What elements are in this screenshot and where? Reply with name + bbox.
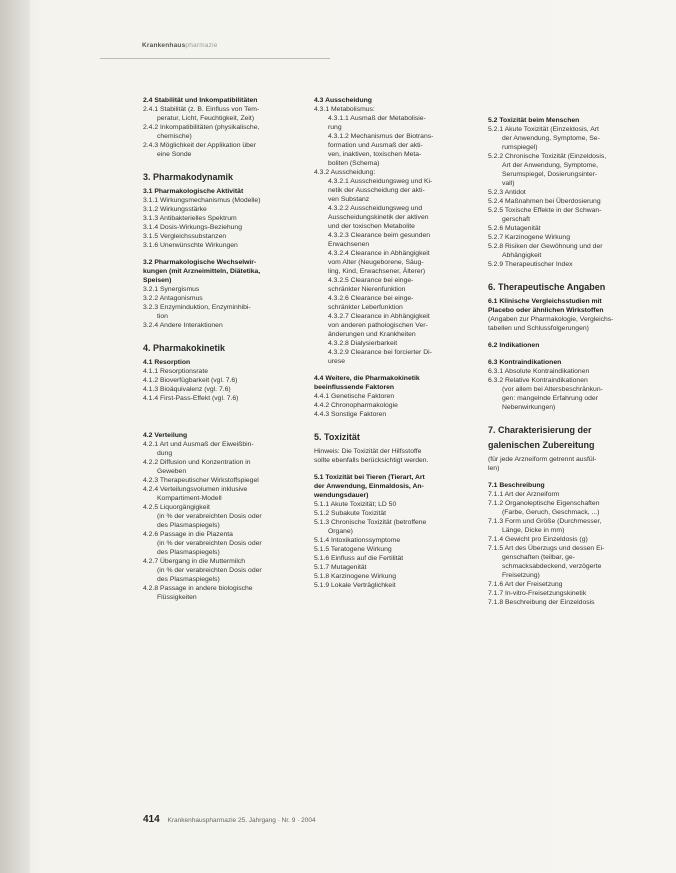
outline-item: 2.4.2 Inkompatibilitäten (physikalische,	[143, 124, 260, 131]
section-heading: 4. Pharmakokinetik	[143, 343, 226, 353]
outline-item: 4.3.2.4 Clearance in Abhängigkeit	[328, 250, 430, 257]
outline-item: 4.3.2.7 Clearance in Abhängigkeit	[328, 313, 430, 320]
outline-item: 3.1.3 Antibakterielles Spektrum	[143, 215, 237, 222]
subsection-heading: 4.3 Ausscheidung	[314, 97, 372, 104]
spacer	[488, 333, 666, 341]
outline-item: (Angaben zur Pharmakologie, Vergleichs-	[488, 316, 614, 323]
outline-item: der Anwendung, Symptome, Se-	[502, 135, 600, 142]
outline-item: ven Substanz	[328, 196, 370, 203]
spacer	[143, 403, 305, 431]
outline-item: (für jede Arzneiform getrennt ausfül-	[488, 456, 597, 463]
outline-item: 5.1.9 Lokale Verträglichkeit	[314, 582, 396, 589]
outline-item: eine Sonde	[157, 151, 192, 158]
outline-item: Serumspiegel, Dosierungsinter-	[502, 171, 598, 178]
outline-item: änderungen und Krankheiten	[328, 331, 416, 338]
outline-item: 4.1.1 Resorptionsrate	[143, 368, 208, 375]
outline-item: (in % der verabreichten Dosis oder	[157, 513, 262, 520]
spacer	[143, 159, 305, 172]
outline-item: 4.3.1.1 Ausmaß der Metabolisie-	[328, 115, 426, 122]
outline-item: 4.2.8 Passage in andere biologische	[143, 585, 253, 592]
outline-item: 5.2.2 Chronische Toxizität (Einzeldosis,	[488, 153, 607, 160]
spacer	[488, 350, 666, 358]
outline-item: (in % der verabreichten Dosis oder	[157, 567, 262, 574]
header-rule	[100, 58, 330, 59]
outline-item: 4.3.1 Metabolismus:	[314, 106, 375, 113]
spacer	[488, 412, 666, 425]
outline-item: 6.3.2 Relative Kontraindikationen	[488, 377, 588, 384]
outline-item: 7.1.5 Art des Überzugs und dessen Ei-	[488, 545, 605, 552]
outline-item: Ausscheidungskinetik der aktiven	[328, 214, 429, 221]
outline-item: Länge, Dicke in mm)	[502, 527, 565, 534]
outline-item: 7.1.8 Beschreibung der Einzeldosis	[488, 599, 595, 606]
outline-item: dung	[157, 450, 173, 457]
subsection-heading: 6.3 Kontraindikationen	[488, 359, 562, 366]
outline-item: 3.1.2 Wirkungsstärke	[143, 206, 207, 213]
outline-item: 5.2.3 Antidot	[488, 189, 526, 196]
outline-item: des Plasmaspiegels)	[157, 576, 220, 583]
section-heading: 3. Pharmakodynamik	[143, 172, 234, 182]
outline-item: von anderen pathologischen Ver-	[328, 322, 428, 329]
section-heading: 6. Therapeutische Angaben	[488, 282, 606, 292]
outline-item: des Plasmaspiegels)	[157, 522, 220, 529]
subsection-heading: beeinflussende Faktoren	[314, 384, 395, 391]
spacer	[314, 366, 480, 374]
outline-item: 5.2.6 Mutagenität	[488, 225, 541, 232]
subsection-heading: 4.1 Resorption	[143, 359, 191, 366]
outline-item: 3.2.4 Andere Interaktionen	[143, 322, 223, 329]
subsection-heading: wendungsdauer)	[314, 492, 369, 499]
outline-item: 4.2.6 Passage in die Plazenta	[143, 531, 233, 538]
subsection-heading: 3.1 Pharmakologische Aktivität	[143, 188, 244, 195]
outline-item: 4.3.2.2 Ausscheidungsweg und	[328, 205, 423, 212]
outline-item: Erwachsenen	[328, 241, 370, 248]
outline-item: (Farbe, Geruch, Geschmack, ...)	[502, 509, 600, 516]
running-header	[142, 42, 218, 49]
outline-item: genschaften (teilbar, ge-	[502, 554, 575, 561]
outline-item: 7.1.6 Art der Freisetzung	[488, 581, 563, 588]
outline-item: Geweben	[157, 468, 187, 475]
outline-item: tion	[157, 313, 168, 320]
outline-item: 4.2.4 Verteilungsvolumen inklusive	[143, 486, 248, 493]
subsection-heading: 2.4 Stabilität und Inkompatibilitäten	[143, 97, 258, 104]
outline-item: 6.3.1 Absolute Kontraindikationen	[488, 368, 590, 375]
outline-item: 5.2.7 Karzinogene Wirkung	[488, 234, 570, 241]
column-right	[488, 96, 666, 607]
header-journal-suffix: pharmazie	[185, 42, 218, 49]
outline-item: 4.3.1.2 Mechanismus der Biotrans-	[328, 133, 434, 140]
outline-item: vall)	[502, 180, 515, 187]
spacer	[143, 330, 305, 343]
footer-citation: Krankenhauspharmazie 25. Jahrgang · Nr. 9 · 2004	[167, 817, 316, 824]
outline-item: 4.2.5 Liquorgängigkeit	[143, 504, 210, 511]
subsection-heading: 6.1 Klinische Vergleichsstudien mit	[488, 298, 602, 305]
outline-item: des Plasmaspiegels)	[157, 549, 220, 556]
outline-item: (vor allem bei Altersbeschränkun-	[502, 386, 603, 393]
outline-item: 5.1.3 Chronische Toxizität (betroffene	[314, 519, 427, 526]
outline-item: 4.2.2 Diffusion und Konzentration in	[143, 459, 251, 466]
outline-item: 7.1.7 In-vitro-Freisetzungskinetik	[488, 590, 587, 597]
outline-item: schmacksabdeckend, verzögerte	[502, 563, 602, 570]
spacer	[143, 250, 305, 258]
outline-item: 4.1.2 Bioverfügbarkeit (vgl. 7.6)	[143, 377, 238, 384]
outline-item: boliten (Schema)	[328, 160, 380, 167]
outline-item: urese	[328, 358, 346, 365]
outline-item: Organe)	[328, 528, 353, 535]
outline-item: 3.1.6 Unerwünschte Wirkungen	[143, 242, 238, 249]
outline-item: 2.4.1 Stabilität (z. B. Einfluss von Tem-	[143, 106, 260, 113]
subsection-heading: 7.1 Beschreibung	[488, 482, 545, 489]
outline-item: peratur, Licht, Feuchtigkeit, Zeit)	[157, 115, 255, 122]
outline-item: 4.4.1 Genetische Faktoren	[314, 393, 395, 400]
outline-item: 4.3.2.9 Clearance bei forcierter Di-	[328, 349, 432, 356]
outline-item: 5.2.8 Risiken der Gewöhnung und der	[488, 243, 603, 250]
outline-item: 4.2.3 Therapeutischer Wirkstoffspiegel	[143, 477, 259, 484]
outline-item: 4.3.2.1 Ausscheidungsweg und Ki-	[328, 178, 433, 185]
outline-item: 4.3.2.3 Clearance beim gesunden	[328, 232, 431, 239]
outline-item: 7.1.2 Organoleptische Eigenschaften	[488, 500, 600, 507]
outline-item: Abhängigkeit	[502, 252, 542, 259]
outline-item: 5.1.2 Subakute Toxizität	[314, 510, 387, 517]
outline-item: gerschaft	[502, 216, 530, 223]
outline-item: 3.2.1 Synergismus	[143, 286, 200, 293]
spacer	[488, 269, 666, 282]
outline-item: Nebenwirkungen)	[502, 404, 556, 411]
outline-item: vom Alter (Neugeborene, Säug-	[328, 259, 424, 266]
outline-item: netik der Ausscheidung der akti-	[328, 187, 425, 194]
outline-item: 5.1.8 Karzinogene Wirkung	[314, 573, 396, 580]
outline-item: 7.1.1 Art der Arzneiform	[488, 491, 560, 498]
section-heading: 7. Charakterisierung der	[488, 425, 592, 435]
outline-item: schränkter Nierenfunktion	[328, 286, 406, 293]
outline-item: 3.1.1 Wirkungsmechanismus (Modelle)	[143, 197, 261, 204]
outline-item: 5.2.5 Toxische Effekte in der Schwan-	[488, 207, 602, 214]
outline-item: (in % der verabreichten Dosis oder	[157, 540, 262, 547]
subsection-heading: 6.2 Indikationen	[488, 342, 540, 349]
outline-item: chemische)	[157, 133, 192, 140]
book-spine-shadow	[0, 0, 30, 873]
header-journal-name: Krankenhaus	[142, 42, 186, 49]
outline-item: 5.1.6 Einfluss auf die Fertilität	[314, 555, 404, 562]
subsection-heading: 5.1 Toxizität bei Tieren (Tierart, Art	[314, 474, 425, 481]
outline-item: tabellen und Schlussfolgerungen)	[488, 325, 589, 332]
outline-item: formation und Ausmaß der akti-	[328, 142, 423, 149]
outline-item: 3.1.5 Vergleichssubstanzen	[143, 233, 227, 240]
outline-item: ven, inaktiven, toxischen Meta-	[328, 151, 422, 158]
column-left	[143, 96, 305, 602]
section-heading: galenischen Zubereitung	[488, 440, 595, 450]
outline-item: 5.1.4 Intoxikationssymptome	[314, 537, 401, 544]
page-number: 414	[143, 814, 160, 825]
subsection-heading: Speisen)	[143, 277, 172, 284]
outline-item: 4.1.3 Bioäquivalenz (vgl. 7.6)	[143, 386, 231, 393]
outline-item: 4.4.3 Sonstige Faktoren	[314, 411, 387, 418]
outline-item: 4.3.2.5 Clearance bei einge-	[328, 277, 414, 284]
outline-item: und der toxischen Metabolite	[328, 223, 415, 230]
outline-item: rumspiegel)	[502, 144, 538, 151]
outline-item: 5.1.7 Mutagenität	[314, 564, 367, 571]
outline-item: Freisetzung)	[502, 572, 540, 579]
outline-item: sollte ebenfalls berücksichtigt werden.	[314, 457, 429, 464]
outline-item: 4.2.7 Übergang in die Muttermilch	[143, 558, 246, 565]
outline-item: 4.3.2.6 Clearance bei einge-	[328, 295, 414, 302]
outline-item: 4.3.2 Ausscheidung:	[314, 169, 376, 176]
outline-item: 3.1.4 Dosis-Wirkungs-Beziehung	[143, 224, 242, 231]
subsection-heading: kungen (mit Arzneimitteln, Diätetika,	[143, 268, 261, 275]
outline-item: Hinweis: Die Toxizität der Hilfsstoffe	[314, 448, 422, 455]
outline-item: 5.2.4 Maßnahmen bei Überdosierung	[488, 198, 601, 205]
spacer	[488, 473, 666, 481]
subsection-heading: 4.2 Verteilung	[143, 432, 188, 439]
outline-item: Kompartiment-Modell	[157, 495, 222, 502]
outline-item: Flüssigkeiten	[157, 594, 197, 601]
outline-item: 5.1.1 Akute Toxizität; LD 50	[314, 501, 397, 508]
outline-item: Art der Anwendung, Symptome,	[502, 162, 598, 169]
outline-item: 3.2.3 Enzyminduktion, Enzyminhibi-	[143, 304, 251, 311]
outline-item: 4.1.4 First-Pass-Effekt (vgl. 7.6)	[143, 395, 239, 402]
subsection-heading: 5.2 Toxizität beim Menschen	[488, 117, 580, 124]
subsection-heading: Placebo oder ähnlichen Wirkstoffen	[488, 307, 604, 314]
outline-item: 3.2.2 Antagonismus	[143, 295, 203, 302]
outline-item: 4.2.1 Art und Ausmaß der Eiweißbin-	[143, 441, 254, 448]
outline-item: 4.3.2.8 Dialysierbarkeit	[328, 340, 398, 347]
outline-item: 2.4.3 Möglichkeit der Applikation über	[143, 142, 256, 149]
outline-item: rung	[328, 124, 342, 131]
outline-item: schränkter Leberfunktion	[328, 304, 403, 311]
spacer	[314, 465, 480, 473]
outline-item: len)	[488, 465, 500, 472]
outline-item: ling, Kind, Erwachsener, Älterer)	[328, 268, 426, 275]
outline-item: 4.4.2 Chronopharmakologie	[314, 402, 398, 409]
column-middle	[314, 96, 480, 590]
outline-item: 7.1.4 Gewicht pro Einzeldosis (g)	[488, 536, 588, 543]
outline-item: 5.2.9 Therapeutischer Index	[488, 261, 573, 268]
subsection-heading: 4.4 Weitere, die Pharmakokinetik	[314, 375, 420, 382]
outline-item: 5.2.1 Akute Toxizität (Einzeldosis, Art	[488, 126, 599, 133]
spacer	[314, 419, 480, 432]
section-heading: 5. Toxizität	[314, 432, 360, 442]
spacer	[488, 96, 666, 116]
page-footer	[143, 814, 316, 825]
outline-item: gen: mangelnde Erfahrung oder	[502, 395, 598, 402]
subsection-heading: 3.2 Pharmakologische Wechselwir-	[143, 259, 257, 266]
subsection-heading: der Anwendung, Einmaldosis, An-	[314, 483, 424, 490]
outline-item: 7.1.3 Form und Größe (Durchmesser,	[488, 518, 602, 525]
outline-item: 5.1.5 Teratogene Wirkung	[314, 546, 392, 553]
